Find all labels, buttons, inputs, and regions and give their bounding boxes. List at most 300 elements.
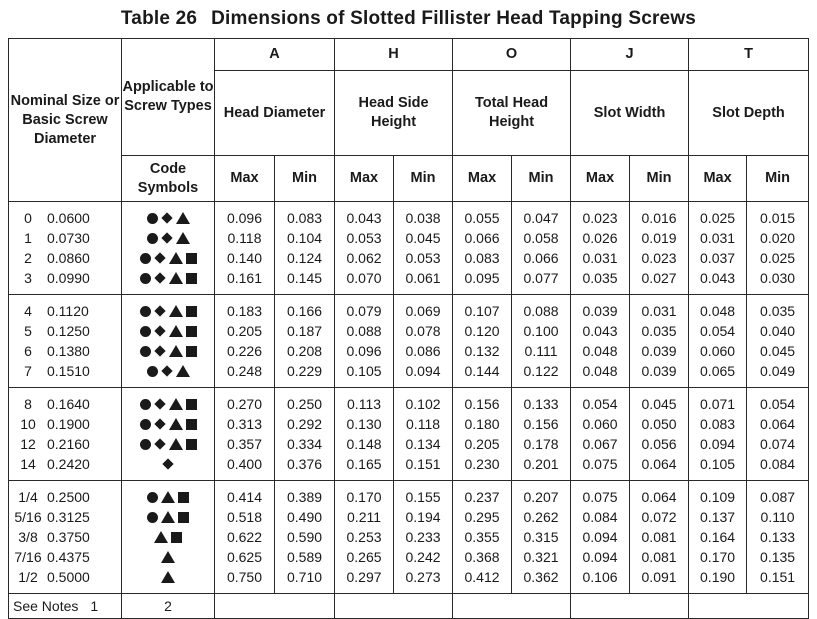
symbol-row xyxy=(122,208,214,228)
triangle-symbol-icon xyxy=(169,272,183,284)
nominal-size: 7 xyxy=(24,363,32,379)
dimension-value: 0.194 xyxy=(405,509,441,525)
table-row-group xyxy=(9,481,809,594)
dimension-value: 0.094 xyxy=(582,529,618,545)
dimension-value: 0.226 xyxy=(226,343,263,359)
col-a-max-header: Max xyxy=(215,156,275,202)
dimension-value: 0.400 xyxy=(226,456,263,472)
col-t-max-cell xyxy=(689,481,747,594)
dimension-value: 0.156 xyxy=(523,416,559,432)
dimension-value: 0.083 xyxy=(700,416,736,432)
dimension-value: 0.039 xyxy=(641,343,677,359)
col-a-max-cell xyxy=(215,202,275,295)
col-h-min-cell xyxy=(394,388,453,481)
code-symbols-cell xyxy=(122,388,215,481)
dimension-value: 0.113 xyxy=(347,396,382,412)
dimension-value: 0.086 xyxy=(405,343,441,359)
dimension-value: 0.047 xyxy=(523,210,559,226)
dimension-value: 0.048 xyxy=(700,303,736,319)
dimension-value: 0.054 xyxy=(582,396,618,412)
dimension-value: 0.315 xyxy=(523,529,559,545)
symbol-row xyxy=(122,248,214,268)
symbol-row xyxy=(122,268,214,288)
dimension-value: 0.066 xyxy=(523,250,559,266)
table-row xyxy=(9,208,121,228)
col-a-min-cell xyxy=(275,202,335,295)
dimension-value: 0.161 xyxy=(226,270,263,286)
dimension-value: 0.357 xyxy=(226,436,263,452)
triangle-symbol-icon xyxy=(161,571,175,583)
dimension-value: 0.625 xyxy=(226,549,263,565)
nominal-size: 14 xyxy=(20,456,36,472)
dimension-value: 0.132 xyxy=(464,343,500,359)
col-j-min-cell xyxy=(630,202,689,295)
table-row-group xyxy=(9,388,809,481)
dimension-value: 0.313 xyxy=(226,416,263,432)
nominal-size: 7/16 xyxy=(14,549,42,565)
dimension-value: 0.230 xyxy=(464,456,500,472)
dimension-value: 0.110 xyxy=(760,509,795,525)
dimension-value: 0.095 xyxy=(464,270,500,286)
square-symbol-icon xyxy=(178,512,189,523)
dimension-value: 0.096 xyxy=(346,343,382,359)
dimension-value: 0.144 xyxy=(464,363,500,379)
col-t-min-cell xyxy=(747,202,809,295)
symbol-row xyxy=(122,341,214,361)
col-letter-t: T xyxy=(689,39,809,71)
dimension-value: 0.362 xyxy=(523,569,559,585)
dimension-value: 0.074 xyxy=(760,436,796,452)
dimension-value: 0.233 xyxy=(405,529,441,545)
symbol-row xyxy=(122,454,214,474)
dimension-value: 0.019 xyxy=(641,230,677,246)
basic-diameter: 0.0730 xyxy=(47,230,90,246)
dimension-value: 0.083 xyxy=(286,210,323,226)
triangle-symbol-icon xyxy=(169,305,183,317)
square-symbol-icon xyxy=(186,346,197,357)
dimension-value: 0.025 xyxy=(760,250,796,266)
symbol-row xyxy=(122,507,214,527)
dimension-value: 0.031 xyxy=(641,303,677,319)
dimensions-table xyxy=(8,38,809,619)
dimension-value: 0.250 xyxy=(286,396,323,412)
circle-symbol-icon xyxy=(140,419,151,430)
dimension-value: 0.187 xyxy=(286,323,323,339)
circle-symbol-icon xyxy=(140,273,151,284)
code-symbols-cell xyxy=(122,295,215,388)
nominal-size: 3 xyxy=(24,270,32,286)
col-letter-o: O xyxy=(453,39,571,71)
circle-symbol-icon xyxy=(147,512,158,523)
dimension-value: 0.026 xyxy=(582,230,618,246)
dimension-value: 0.118 xyxy=(406,416,441,432)
col-j-max-cell xyxy=(571,481,630,594)
dimension-value: 0.273 xyxy=(405,569,441,585)
dimension-value: 0.124 xyxy=(286,250,323,266)
col-letter-a: A xyxy=(215,39,335,71)
basic-diameter: 0.0860 xyxy=(47,250,90,266)
dimension-value: 0.111 xyxy=(524,343,558,359)
dimension-value: 0.096 xyxy=(226,210,263,226)
dimension-value: 0.058 xyxy=(523,230,559,246)
dimension-value: 0.056 xyxy=(641,436,677,452)
dimension-value: 0.589 xyxy=(286,549,323,565)
col-j-min-header: Min xyxy=(630,156,689,202)
dimension-value: 0.155 xyxy=(405,489,441,505)
col-t-min-cell xyxy=(747,388,809,481)
triangle-symbol-icon xyxy=(169,325,183,337)
dimension-value: 0.094 xyxy=(700,436,736,452)
dimension-value: 0.208 xyxy=(286,343,323,359)
dimension-value: 0.084 xyxy=(582,509,618,525)
dimension-value: 0.023 xyxy=(582,210,618,226)
col-a-max-cell xyxy=(215,295,275,388)
applicable-types-header: Applicable to Screw Types xyxy=(122,39,215,156)
col-t-max-cell xyxy=(689,295,747,388)
dimension-value: 0.064 xyxy=(641,456,677,472)
col-j-max-cell xyxy=(571,295,630,388)
empty-note-cell xyxy=(689,594,809,619)
basic-diameter: 0.3125 xyxy=(47,509,90,525)
dimension-value: 0.133 xyxy=(760,529,796,545)
dimension-value: 0.030 xyxy=(760,270,796,286)
empty-note-cell xyxy=(215,594,335,619)
dimension-value: 0.060 xyxy=(582,416,618,432)
dimension-value: 0.040 xyxy=(760,323,796,339)
col-t-min-cell xyxy=(747,295,809,388)
dimension-value: 0.622 xyxy=(226,529,263,545)
diamond-symbol-icon xyxy=(154,325,165,336)
dimension-value: 0.015 xyxy=(760,210,796,226)
col-letter-j: J xyxy=(571,39,689,71)
dimension-value: 0.750 xyxy=(226,569,263,585)
nominal-size: 8 xyxy=(24,396,32,412)
dimension-value: 0.054 xyxy=(760,396,796,412)
basic-diameter: 0.1120 xyxy=(47,303,89,319)
dimension-value: 0.081 xyxy=(641,529,677,545)
col-h-min-cell xyxy=(394,202,453,295)
basic-diameter: 0.5000 xyxy=(47,569,90,585)
slot-width-header: Slot Width xyxy=(571,71,689,156)
dimension-value: 0.091 xyxy=(641,569,677,585)
dimension-value: 0.107 xyxy=(464,303,500,319)
dimension-value: 0.389 xyxy=(286,489,323,505)
square-symbol-icon xyxy=(186,399,197,410)
dimension-value: 0.102 xyxy=(405,396,441,412)
table-row-group xyxy=(9,295,809,388)
dimension-value: 0.104 xyxy=(286,230,323,246)
col-a-min-header: Min xyxy=(275,156,335,202)
nominal-size: 1 xyxy=(24,230,32,246)
dimension-value: 0.045 xyxy=(760,343,796,359)
diamond-symbol-icon xyxy=(161,365,172,376)
dimension-value: 0.039 xyxy=(641,363,677,379)
col-j-min-cell xyxy=(630,388,689,481)
col-j-min-cell xyxy=(630,295,689,388)
dimension-value: 0.048 xyxy=(582,343,618,359)
nominal-size-cell xyxy=(9,388,122,481)
dimension-value: 0.178 xyxy=(523,436,559,452)
triangle-symbol-icon xyxy=(161,491,175,503)
symbol-row xyxy=(122,487,214,507)
dimension-value: 0.414 xyxy=(226,489,263,505)
col-h-max-cell xyxy=(335,202,394,295)
circle-symbol-icon xyxy=(140,346,151,357)
triangle-symbol-icon xyxy=(176,212,190,224)
notes-row xyxy=(9,594,809,619)
circle-symbol-icon xyxy=(140,399,151,410)
nominal-size-header: Nominal Size or Basic Screw Diameter xyxy=(9,39,122,202)
empty-note-cell xyxy=(453,594,571,619)
head-side-height-header: Head Side Height xyxy=(335,71,453,156)
dimension-value: 0.045 xyxy=(641,396,677,412)
table-title xyxy=(0,8,817,30)
dimension-value: 0.048 xyxy=(582,363,618,379)
dimension-value: 0.148 xyxy=(346,436,382,452)
dimension-value: 0.045 xyxy=(405,230,441,246)
dimension-value: 0.078 xyxy=(405,323,441,339)
table-caption: Dimensions of Slotted Fillister Head Tapping Screws xyxy=(211,8,697,29)
dimension-value: 0.100 xyxy=(523,323,559,339)
basic-diameter: 0.0600 xyxy=(47,210,90,226)
col-h-max-header: Max xyxy=(335,156,394,202)
diamond-symbol-icon xyxy=(161,212,172,223)
dimension-value: 0.253 xyxy=(346,529,382,545)
triangle-symbol-icon xyxy=(154,531,168,543)
dimension-value: 0.020 xyxy=(760,230,796,246)
dimension-value: 0.368 xyxy=(464,549,500,565)
dimension-value: 0.106 xyxy=(582,569,618,585)
table-row xyxy=(9,487,121,507)
square-symbol-icon xyxy=(178,492,189,503)
table-row xyxy=(9,341,121,361)
diamond-symbol-icon xyxy=(154,398,165,409)
basic-diameter: 0.1380 xyxy=(47,343,90,359)
dimension-value: 0.075 xyxy=(582,456,618,472)
nominal-size: 0 xyxy=(24,210,32,226)
col-a-max-cell xyxy=(215,388,275,481)
col-h-max-cell xyxy=(335,481,394,594)
col-o-max-cell xyxy=(453,202,512,295)
dimension-value: 0.183 xyxy=(226,303,263,319)
col-o-min-cell xyxy=(512,388,571,481)
dimension-value: 0.087 xyxy=(760,489,796,505)
square-symbol-icon xyxy=(186,326,197,337)
empty-note-cell xyxy=(571,594,689,619)
dimension-value: 0.180 xyxy=(464,416,500,432)
col-a-max-cell xyxy=(215,481,275,594)
symbol-row xyxy=(122,301,214,321)
dimension-value: 0.490 xyxy=(286,509,323,525)
triangle-symbol-icon xyxy=(169,398,183,410)
col-h-max-cell xyxy=(335,295,394,388)
dimension-value: 0.201 xyxy=(523,456,559,472)
code-symbols-cell xyxy=(122,481,215,594)
dimension-value: 0.229 xyxy=(286,363,323,379)
col-h-min-cell xyxy=(394,295,453,388)
nominal-size: 2 xyxy=(24,250,32,266)
dimension-value: 0.035 xyxy=(641,323,677,339)
symbol-row xyxy=(122,394,214,414)
dimension-value: 0.049 xyxy=(760,363,796,379)
dimension-value: 0.105 xyxy=(346,363,382,379)
dimension-value: 0.016 xyxy=(641,210,677,226)
circle-symbol-icon xyxy=(147,213,158,224)
nominal-size: 1/2 xyxy=(18,569,38,585)
dimension-value: 0.094 xyxy=(582,549,618,565)
triangle-symbol-icon xyxy=(176,365,190,377)
dimension-value: 0.237 xyxy=(464,489,500,505)
dimension-value: 0.166 xyxy=(286,303,323,319)
square-symbol-icon xyxy=(171,532,182,543)
dimension-value: 0.376 xyxy=(286,456,323,472)
dimension-value: 0.133 xyxy=(523,396,559,412)
dimension-value: 0.054 xyxy=(700,323,736,339)
dimension-value: 0.156 xyxy=(464,396,500,412)
table-row xyxy=(9,268,121,288)
table-row xyxy=(9,454,121,474)
col-o-min-cell xyxy=(512,202,571,295)
dimension-value: 0.518 xyxy=(226,509,263,525)
basic-diameter: 0.1900 xyxy=(47,416,90,432)
col-o-max-cell xyxy=(453,388,512,481)
slot-depth-header: Slot Depth xyxy=(689,71,809,156)
dimension-value: 0.025 xyxy=(700,210,736,226)
basic-diameter: 0.1640 xyxy=(47,396,90,412)
symbol-row xyxy=(122,527,214,547)
dimension-value: 0.145 xyxy=(286,270,323,286)
triangle-symbol-icon xyxy=(169,252,183,264)
dimension-value: 0.027 xyxy=(641,270,677,286)
basic-diameter: 0.1250 xyxy=(47,323,90,339)
square-symbol-icon xyxy=(186,306,197,317)
square-symbol-icon xyxy=(186,273,197,284)
dimension-value: 0.205 xyxy=(226,323,263,339)
dimension-value: 0.164 xyxy=(700,529,736,545)
nominal-size-cell xyxy=(9,202,122,295)
dimension-value: 0.043 xyxy=(582,323,618,339)
triangle-symbol-icon xyxy=(169,418,183,430)
triangle-symbol-icon xyxy=(176,232,190,244)
dimension-value: 0.135 xyxy=(760,549,796,565)
dimension-value: 0.075 xyxy=(582,489,618,505)
square-symbol-icon xyxy=(186,439,197,450)
dimension-value: 0.334 xyxy=(286,436,323,452)
triangle-symbol-icon xyxy=(161,511,175,523)
head-diameter-header: Head Diameter xyxy=(215,71,335,156)
col-h-max-cell xyxy=(335,388,394,481)
dimension-value: 0.084 xyxy=(760,456,796,472)
basic-diameter: 0.2160 xyxy=(47,436,90,452)
dimension-value: 0.710 xyxy=(286,569,323,585)
table-row xyxy=(9,301,121,321)
dimension-value: 0.064 xyxy=(641,489,677,505)
dimension-value: 0.069 xyxy=(405,303,441,319)
diamond-symbol-icon xyxy=(154,438,165,449)
diamond-symbol-icon xyxy=(154,418,165,429)
dimension-value: 0.265 xyxy=(346,549,382,565)
triangle-symbol-icon xyxy=(169,438,183,450)
symbol-row xyxy=(122,414,214,434)
col-a-min-cell xyxy=(275,481,335,594)
nominal-size-cell xyxy=(9,295,122,388)
table-row xyxy=(9,434,121,454)
total-head-height-header: Total Head Height xyxy=(453,71,571,156)
dimension-value: 0.079 xyxy=(346,303,382,319)
nominal-size: 12 xyxy=(20,436,36,452)
dimension-value: 0.134 xyxy=(405,436,441,452)
col-t-max-header: Max xyxy=(689,156,747,202)
dimension-value: 0.151 xyxy=(405,456,441,472)
col-o-min-cell xyxy=(512,481,571,594)
symbol-row xyxy=(122,567,214,587)
dimension-value: 0.262 xyxy=(523,509,559,525)
dimension-value: 0.053 xyxy=(346,230,382,246)
dimension-value: 0.065 xyxy=(700,363,736,379)
dimension-value: 0.295 xyxy=(464,509,500,525)
table-row xyxy=(9,321,121,341)
dimension-value: 0.292 xyxy=(286,416,323,432)
table-row xyxy=(9,248,121,268)
circle-symbol-icon xyxy=(140,439,151,450)
dimension-value: 0.122 xyxy=(523,363,559,379)
diamond-symbol-icon xyxy=(162,458,173,469)
col-j-max-cell xyxy=(571,388,630,481)
dimension-value: 0.061 xyxy=(405,270,441,286)
col-t-min-header: Min xyxy=(747,156,809,202)
dimension-value: 0.190 xyxy=(700,569,736,585)
dimension-value: 0.140 xyxy=(226,250,263,266)
nominal-size: 3/8 xyxy=(18,529,38,545)
dimension-value: 0.207 xyxy=(523,489,559,505)
table-row xyxy=(9,547,121,567)
table-row xyxy=(9,507,121,527)
type-note-number: 2 xyxy=(122,594,215,619)
triangle-symbol-icon xyxy=(161,551,175,563)
table-number: Table 26 xyxy=(120,8,198,29)
col-o-max-cell xyxy=(453,295,512,388)
dimension-value: 0.066 xyxy=(464,230,500,246)
nominal-size: 5/16 xyxy=(14,509,42,525)
basic-diameter: 0.1510 xyxy=(47,363,90,379)
table-row-group xyxy=(9,202,809,295)
symbol-row xyxy=(122,547,214,567)
dimension-value: 0.270 xyxy=(226,396,263,412)
dimension-value: 0.297 xyxy=(346,569,382,585)
dimension-value: 0.248 xyxy=(226,363,263,379)
square-symbol-icon xyxy=(186,419,197,430)
dimension-value: 0.321 xyxy=(523,549,559,565)
dimension-value: 0.055 xyxy=(464,210,500,226)
dimension-value: 0.023 xyxy=(641,250,677,266)
col-j-max-cell xyxy=(571,202,630,295)
col-t-min-cell xyxy=(747,481,809,594)
basic-diameter: 0.2500 xyxy=(47,489,90,505)
dimension-value: 0.031 xyxy=(582,250,618,266)
dimension-value: 0.094 xyxy=(405,363,441,379)
col-o-min-header: Min xyxy=(512,156,571,202)
symbol-row xyxy=(122,321,214,341)
col-t-max-cell xyxy=(689,388,747,481)
see-notes-label: See Notes xyxy=(13,598,79,614)
diamond-symbol-icon xyxy=(154,272,165,283)
dimension-value: 0.039 xyxy=(582,303,618,319)
circle-symbol-icon xyxy=(140,253,151,264)
nominal-size-cell xyxy=(9,481,122,594)
nominal-size: 4 xyxy=(24,303,32,319)
size-note-number: 1 xyxy=(90,598,99,614)
dimension-value: 0.043 xyxy=(346,210,382,226)
